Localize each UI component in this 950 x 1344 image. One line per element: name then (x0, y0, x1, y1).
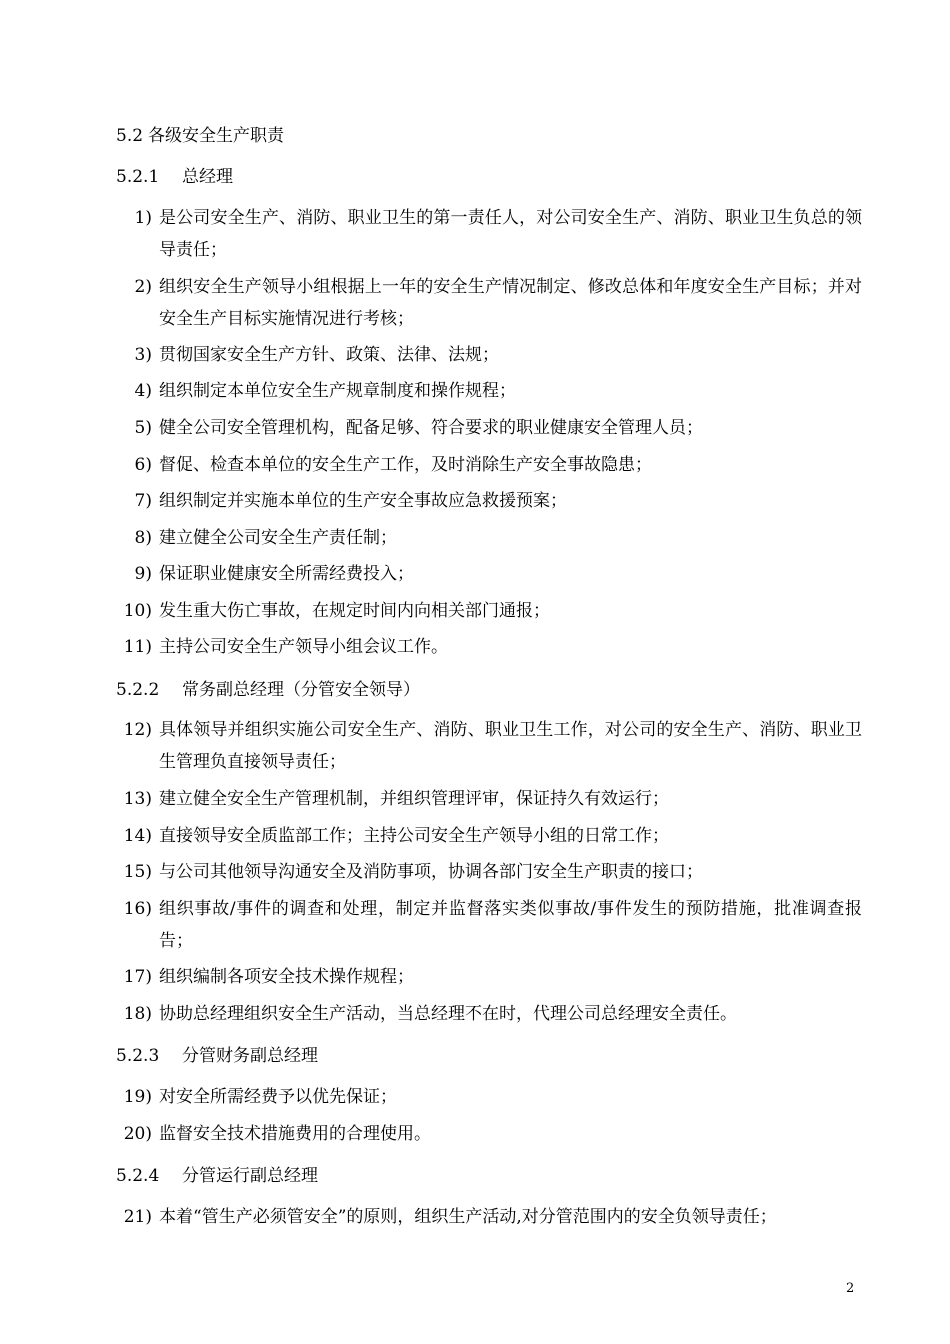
list-item-number: 10) (123, 601, 152, 621)
list-item (116, 449, 862, 481)
list-item-number: 2) (134, 277, 152, 297)
list-item-text: 协助总经理组织安全生产活动，当总经理不在时，代理公司总经理安全责任。 (159, 1004, 737, 1024)
list-item-text: 具体领导并组织实施公司安全生产、消防、职业卫生工作，对公司的安全生产、消防、职业卫生管理负直接领导责任； (159, 720, 862, 772)
list-item-number: 6) (134, 455, 152, 475)
subsection-title: 分管财务副总经理 (182, 1046, 318, 1066)
list-item (116, 1081, 862, 1113)
list-item (116, 893, 862, 957)
list-item-number: 8) (134, 528, 152, 548)
list-item (116, 485, 862, 517)
subsection-heading-5-2-1 (116, 166, 233, 188)
list-item-number: 9) (134, 564, 152, 584)
list-item-number: 1) (134, 208, 152, 228)
list-item-text: 是公司安全生产、消防、职业卫生的第一责任人，对公司安全生产、消防、职业卫生负总的领导责任； (159, 208, 862, 260)
section-heading (116, 125, 284, 147)
list-item (116, 202, 862, 266)
list-item-text: 发生重大伤亡事故，在规定时间内向相关部门通报； (159, 601, 550, 621)
list-item-text: 督促、检查本单位的安全生产工作，及时消除生产安全事故隐患； (159, 455, 652, 475)
subsection-heading-5-2-2 (116, 679, 420, 701)
page-number: 2 (846, 1281, 855, 1296)
subsection-number: 5.2.3 (116, 1046, 160, 1066)
list-item-text: 组织制定并实施本单位的生产安全事故应急救援预案； (159, 491, 567, 511)
list-item (116, 375, 862, 407)
list-item-text: 建立健全安全生产管理机制，并组织管理评审，保证持久有效运行； (159, 789, 669, 809)
subsection-title: 分管运行副总经理 (182, 1166, 318, 1186)
list-item-text: 与公司其他领导沟通安全及消防事项，协调各部门安全生产职责的接口； (159, 862, 703, 882)
list-item-text: 组织事故/事件的调查和处理，制定并监督落实类似事故/事件发生的预防措施，批准调查报告； (159, 899, 862, 951)
subsection-number: 5.2.1 (116, 167, 160, 187)
list-item (116, 998, 862, 1030)
list-item (116, 271, 862, 335)
list-item-text: 组织编制各项安全技术操作规程； (159, 967, 414, 987)
list-item-text: 主持公司安全生产领导小组会议工作。 (159, 637, 448, 657)
list-item-text: 对安全所需经费予以优先保证； (159, 1087, 397, 1107)
list-item-number: 5) (134, 418, 152, 438)
list-item (116, 558, 862, 590)
list-item-text: 直接领导安全质监部工作；主持公司安全生产领导小组的日常工作； (159, 826, 669, 846)
list-item (116, 1201, 862, 1233)
list-item (116, 522, 862, 554)
list-item-number: 21) (123, 1207, 152, 1227)
list-item-text: 健全公司安全管理机构，配备足够、符合要求的职业健康安全管理人员； (159, 418, 703, 438)
list-item (116, 820, 862, 852)
list-item-text: 贯彻国家安全生产方针、政策、法律、法规； (159, 345, 499, 365)
list-item (116, 595, 862, 627)
list-item-number: 7) (134, 491, 152, 511)
list-item-text: 监督安全技术措施费用的合理使用。 (159, 1124, 431, 1144)
subsection-number: 5.2.4 (116, 1166, 160, 1186)
subsection-number: 5.2.2 (116, 680, 160, 700)
list-item-number: 16) (123, 899, 152, 919)
list-item (116, 714, 862, 778)
subsection-heading-5-2-4 (116, 1165, 318, 1187)
subsection-title: 总经理 (182, 167, 233, 187)
list-item-number: 17) (123, 967, 152, 987)
list-item-number: 20) (123, 1124, 152, 1144)
list-item-text: 建立健全公司安全生产责任制； (159, 528, 397, 548)
list-item (116, 961, 862, 993)
list-item-text: 组织安全生产领导小组根据上一年的安全生产情况制定、修改总体和年度安全生产目标；并对安全生产目标实施情况进行考核； (159, 277, 862, 329)
list-item-number: 11) (123, 637, 152, 657)
list-item (116, 856, 862, 888)
list-item-number: 19) (123, 1087, 152, 1107)
list-item (116, 783, 862, 815)
list-item-number: 14) (123, 826, 152, 846)
list-item (116, 631, 862, 663)
list-item-number: 18) (123, 1004, 152, 1024)
list-item (116, 412, 862, 444)
list-item-text: 保证职业健康安全所需经费投入； (159, 564, 414, 584)
list-item-text: 组织制定本单位安全生产规章制度和操作规程； (159, 381, 516, 401)
list-item-number: 12) (123, 720, 152, 740)
list-item-number: 3) (134, 345, 152, 365)
section-number: 5.2 (116, 126, 144, 146)
list-item-text: 本着“管生产必须管安全”的原则，组织生产活动,对分管范围内的安全负领导责任； (159, 1207, 777, 1227)
list-item-number: 4) (134, 381, 152, 401)
section-title: 各级安全生产职责 (148, 126, 284, 146)
list-item-number: 13) (123, 789, 152, 809)
list-item-number: 15) (123, 862, 152, 882)
subsection-heading-5-2-3 (116, 1045, 318, 1067)
list-item (116, 339, 862, 371)
subsection-title: 常务副总经理（分管安全领导） (182, 680, 420, 700)
list-item (116, 1118, 862, 1150)
